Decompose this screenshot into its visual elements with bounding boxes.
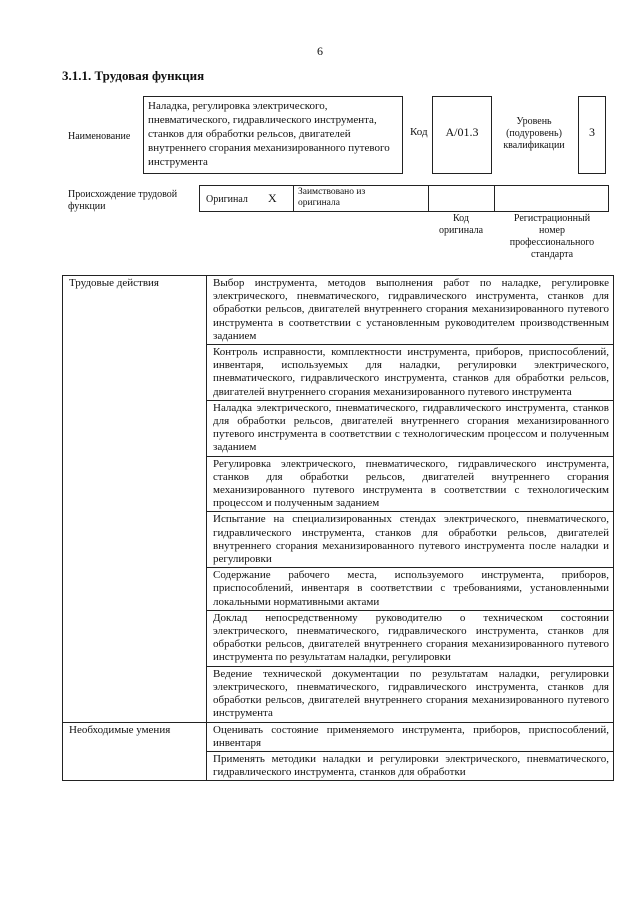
borrowed-divider [428, 185, 429, 212]
level-label: Уровень (подуровень) квалификации [503, 116, 565, 151]
level-value-box [578, 96, 606, 174]
code-value-box [432, 96, 492, 174]
page-number: 6 [317, 44, 323, 58]
borrowed-label: Заимствовано из оригинала [298, 187, 366, 208]
action-cell: Выбор инструмента, методов выполнения работ по наладке, регулировке электрического, пневматического, гидравлического инструмента, станков для обработки рельсов, двигателей внутреннего сгорания механизированного путевого инструмента в соответствии с установленным руководителем производственным заданием [207, 276, 614, 345]
name-value-box [143, 96, 403, 174]
action-cell: Наладка электрического, пневматического, гидравлического инструмента, станков для обработки рельсов, двигателей внутреннего сгорания механизированного путевого инструмента в соответствии с технологическим процессом и полученным заданием [207, 400, 614, 456]
skill-cell: Оценивать состояние применяемого инструмента, приборов, приспособлений, инвентаря [207, 722, 614, 751]
skill-cell: Применять методики наладки и регулировки электрического, пневматического, гидравлического инструмента, станков для обработки [207, 751, 614, 780]
code-value: A/01.3 [445, 125, 479, 139]
action-cell: Ведение технической документации по результатам наладки, регулировки электрического, пневматического, гидравлического инструмента, станков для обработки рельсов, двигателей внутреннего сгорания механизированного путевого инструмента [207, 666, 614, 722]
action-cell: Испытание на специализированных стендах электрического, пневматического, гидравлического инструмента, станков для обработки рельсов, двигателей внутреннего сгорания механизированного путевого инструмента после наладки и регулировки [207, 512, 614, 568]
name-label: Наименование [68, 131, 131, 142]
name-value: Наладка, регулировка электрического, пневматического, гидравлического инструмента, станков для обработки рельсов, двигателей внутреннего сгорания механизированного путевого инструмента [148, 100, 390, 168]
origin-label: Происхождение трудовой функции [68, 189, 178, 212]
original-divider [293, 185, 294, 212]
main-table [62, 275, 614, 781]
code-label: Код [410, 126, 428, 138]
original-label: Оригинал [206, 194, 248, 205]
action-cell: Доклад непосредственному руководителю о техническом состоянии электрического, пневматического, гидравлического инструмента, станков для обработки рельсов, двигателей внутреннего сгорания механизированного путевого инструмента по результатам наладки, регулировки [207, 610, 614, 666]
action-cell: Содержание рабочего места, используемого инструмента, приборов, приспособлений, инвентаря в соответствии с требованиями, установленными локальными нормативными актами [207, 568, 614, 611]
action-cell: Контроль исправности, комплектности инструмента, приборов, приспособлений, инвентаря, используемых для наладки, регулировки электрического, пневматического, гидравлического инструмента, станков для обработки рельсов, двигателей внутреннего сгорания механизированного путевого инструмента [207, 345, 614, 401]
table-row [63, 276, 614, 345]
code-original-label: Код оригинала [438, 213, 484, 236]
table-row [63, 722, 614, 751]
code-divider [494, 185, 495, 212]
original-mark: X [268, 191, 277, 205]
actions-label: Трудовые действия [63, 276, 207, 723]
level-value: 3 [589, 125, 595, 139]
action-cell: Регулировка электрического, пневматического, гидравлического инструмента, станков для обработки рельсов, двигателей внутреннего сгорания механизированного путевого инструмента в соответствии с технологическим процессом и полученным заданием [207, 456, 614, 512]
section-heading: 3.1.1. Трудовая функция [62, 68, 205, 83]
reg-number-label: Регистрационный номер профессионального стандарта [509, 213, 595, 260]
skills-label: Необходимые умения [63, 722, 207, 781]
